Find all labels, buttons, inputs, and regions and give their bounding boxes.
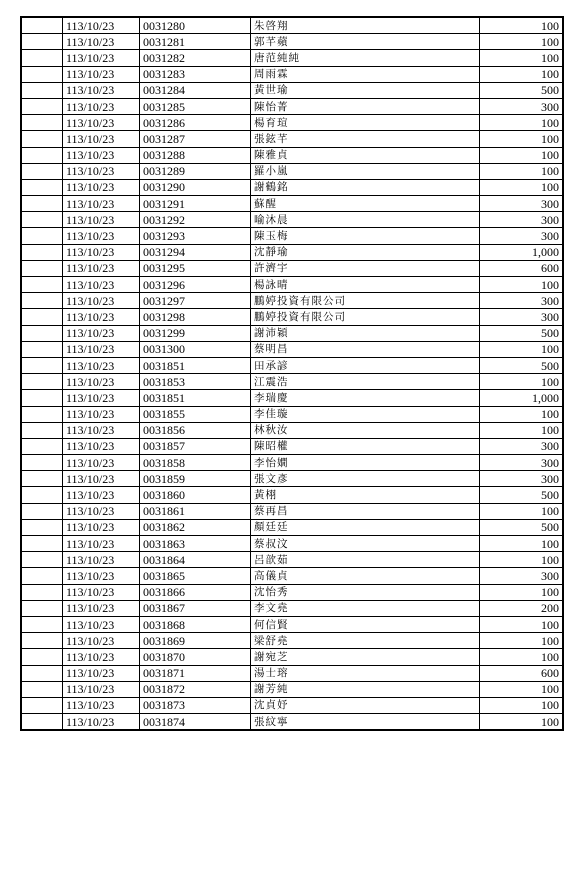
table-row — [21, 357, 563, 373]
donor-name-cell: 顏廷廷 — [251, 519, 480, 535]
date-cell: 113/10/23 — [63, 244, 140, 260]
date-cell: 113/10/23 — [63, 325, 140, 341]
donor-name-cell: 湯士瑢 — [251, 665, 480, 681]
amount-cell: 500 — [480, 519, 564, 535]
receipt-number-cell: 0031291 — [140, 196, 251, 212]
row-blank-cell — [21, 536, 63, 552]
donor-name-cell: 李怡嫺 — [251, 455, 480, 471]
table-row — [21, 584, 563, 600]
donor-name-cell: 陳怡菁 — [251, 98, 480, 114]
date-cell: 113/10/23 — [63, 681, 140, 697]
date-cell: 113/10/23 — [63, 714, 140, 731]
amount-cell: 600 — [480, 260, 564, 276]
row-blank-cell — [21, 438, 63, 454]
table-row — [21, 309, 563, 325]
amount-cell: 100 — [480, 374, 564, 390]
amount-cell: 200 — [480, 600, 564, 616]
amount-cell: 100 — [480, 552, 564, 568]
donor-name-cell: 張紋寧 — [251, 714, 480, 731]
date-cell: 113/10/23 — [63, 633, 140, 649]
row-blank-cell — [21, 633, 63, 649]
donor-name-cell: 謝宛芝 — [251, 649, 480, 665]
amount-cell: 100 — [480, 50, 564, 66]
receipt-number-cell: 0031865 — [140, 568, 251, 584]
amount-cell: 300 — [480, 471, 564, 487]
table-row — [21, 325, 563, 341]
row-blank-cell — [21, 471, 63, 487]
date-cell: 113/10/23 — [63, 163, 140, 179]
amount-cell: 300 — [480, 438, 564, 454]
table-row — [21, 390, 563, 406]
row-blank-cell — [21, 50, 63, 66]
amount-cell: 100 — [480, 422, 564, 438]
receipt-number-cell: 0031287 — [140, 131, 251, 147]
amount-cell: 100 — [480, 131, 564, 147]
table-row — [21, 50, 563, 66]
row-blank-cell — [21, 503, 63, 519]
donor-name-cell: 林秋汝 — [251, 422, 480, 438]
donor-name-cell: 沈貞妤 — [251, 697, 480, 713]
receipt-number-cell: 0031282 — [140, 50, 251, 66]
amount-cell: 600 — [480, 665, 564, 681]
date-cell: 113/10/23 — [63, 697, 140, 713]
date-cell: 113/10/23 — [63, 438, 140, 454]
row-blank-cell — [21, 131, 63, 147]
row-blank-cell — [21, 341, 63, 357]
receipt-number-cell: 0031285 — [140, 98, 251, 114]
table-row — [21, 212, 563, 228]
receipt-number-cell: 0031300 — [140, 341, 251, 357]
date-cell: 113/10/23 — [63, 471, 140, 487]
date-cell: 113/10/23 — [63, 147, 140, 163]
row-blank-cell — [21, 34, 63, 50]
amount-cell: 100 — [480, 681, 564, 697]
date-cell: 113/10/23 — [63, 649, 140, 665]
amount-cell: 100 — [480, 17, 564, 34]
receipt-number-cell: 0031295 — [140, 260, 251, 276]
amount-cell: 500 — [480, 325, 564, 341]
donor-name-cell: 陳玉梅 — [251, 228, 480, 244]
date-cell: 113/10/23 — [63, 66, 140, 82]
amount-cell: 300 — [480, 455, 564, 471]
table-row — [21, 600, 563, 616]
table-row — [21, 422, 563, 438]
row-blank-cell — [21, 552, 63, 568]
amount-cell: 300 — [480, 568, 564, 584]
table-row — [21, 487, 563, 503]
table-row — [21, 633, 563, 649]
row-blank-cell — [21, 260, 63, 276]
row-blank-cell — [21, 487, 63, 503]
donor-name-cell: 呂歆茹 — [251, 552, 480, 568]
date-cell: 113/10/23 — [63, 260, 140, 276]
date-cell: 113/10/23 — [63, 568, 140, 584]
receipt-number-cell: 0031863 — [140, 536, 251, 552]
table-row — [21, 438, 563, 454]
table-row — [21, 147, 563, 163]
amount-cell: 100 — [480, 147, 564, 163]
row-blank-cell — [21, 115, 63, 131]
receipt-number-cell: 0031290 — [140, 179, 251, 195]
row-blank-cell — [21, 568, 63, 584]
date-cell: 113/10/23 — [63, 406, 140, 422]
row-blank-cell — [21, 293, 63, 309]
receipt-number-cell: 0031871 — [140, 665, 251, 681]
date-cell: 113/10/23 — [63, 600, 140, 616]
table-row — [21, 455, 563, 471]
table-row — [21, 536, 563, 552]
donor-name-cell: 郭芊蘋 — [251, 34, 480, 50]
donor-name-cell: 梁舒堯 — [251, 633, 480, 649]
date-cell: 113/10/23 — [63, 98, 140, 114]
amount-cell: 100 — [480, 406, 564, 422]
receipt-number-cell: 0031861 — [140, 503, 251, 519]
row-blank-cell — [21, 17, 63, 34]
amount-cell: 100 — [480, 503, 564, 519]
receipt-number-cell: 0031862 — [140, 519, 251, 535]
date-cell: 113/10/23 — [63, 34, 140, 50]
donor-name-cell: 田承諺 — [251, 357, 480, 373]
amount-cell: 1,000 — [480, 244, 564, 260]
receipt-number-cell: 0031856 — [140, 422, 251, 438]
date-cell: 113/10/23 — [63, 277, 140, 293]
amount-cell: 500 — [480, 357, 564, 373]
row-blank-cell — [21, 665, 63, 681]
table-row — [21, 163, 563, 179]
receipt-number-cell: 0031868 — [140, 616, 251, 632]
donor-name-cell: 張文彥 — [251, 471, 480, 487]
amount-cell: 1,000 — [480, 390, 564, 406]
row-blank-cell — [21, 82, 63, 98]
donor-name-cell: 羅小嵐 — [251, 163, 480, 179]
row-blank-cell — [21, 406, 63, 422]
donor-name-cell: 許濟宇 — [251, 260, 480, 276]
receipt-number-cell: 0031851 — [140, 357, 251, 373]
receipt-number-cell: 0031853 — [140, 374, 251, 390]
donor-name-cell: 李文堯 — [251, 600, 480, 616]
receipt-number-cell: 0031867 — [140, 600, 251, 616]
row-blank-cell — [21, 196, 63, 212]
table-row — [21, 293, 563, 309]
row-blank-cell — [21, 66, 63, 82]
donor-name-cell: 沈怡秀 — [251, 584, 480, 600]
receipt-number-cell: 0031866 — [140, 584, 251, 600]
table-row — [21, 714, 563, 731]
table-row — [21, 228, 563, 244]
row-blank-cell — [21, 244, 63, 260]
amount-cell: 100 — [480, 633, 564, 649]
row-blank-cell — [21, 179, 63, 195]
row-blank-cell — [21, 228, 63, 244]
row-blank-cell — [21, 584, 63, 600]
date-cell: 113/10/23 — [63, 82, 140, 98]
donor-name-cell: 謝芳純 — [251, 681, 480, 697]
receipt-number-cell: 0031289 — [140, 163, 251, 179]
date-cell: 113/10/23 — [63, 179, 140, 195]
donor-name-cell: 黃栩 — [251, 487, 480, 503]
amount-cell: 100 — [480, 584, 564, 600]
table-row — [21, 244, 563, 260]
row-blank-cell — [21, 163, 63, 179]
row-blank-cell — [21, 600, 63, 616]
donor-name-cell: 黃世瑜 — [251, 82, 480, 98]
row-blank-cell — [21, 277, 63, 293]
receipt-number-cell: 0031870 — [140, 649, 251, 665]
donor-name-cell: 楊育瑄 — [251, 115, 480, 131]
date-cell: 113/10/23 — [63, 503, 140, 519]
date-cell: 113/10/23 — [63, 228, 140, 244]
receipt-number-cell: 0031874 — [140, 714, 251, 731]
receipt-number-cell: 0031283 — [140, 66, 251, 82]
donor-name-cell: 李佳璇 — [251, 406, 480, 422]
ledger-body — [21, 17, 563, 730]
date-cell: 113/10/23 — [63, 131, 140, 147]
donor-name-cell: 蔡叔汶 — [251, 536, 480, 552]
amount-cell: 100 — [480, 66, 564, 82]
row-blank-cell — [21, 455, 63, 471]
row-blank-cell — [21, 714, 63, 731]
date-cell: 113/10/23 — [63, 17, 140, 34]
date-cell: 113/10/23 — [63, 212, 140, 228]
amount-cell: 100 — [480, 341, 564, 357]
table-row — [21, 98, 563, 114]
donor-name-cell: 鵬婷投資有限公司 — [251, 293, 480, 309]
amount-cell: 100 — [480, 115, 564, 131]
donor-name-cell: 江震浩 — [251, 374, 480, 390]
receipt-number-cell: 0031284 — [140, 82, 251, 98]
row-blank-cell — [21, 325, 63, 341]
table-row — [21, 649, 563, 665]
donor-name-cell: 陳昭權 — [251, 438, 480, 454]
row-blank-cell — [21, 357, 63, 373]
row-blank-cell — [21, 147, 63, 163]
donor-name-cell: 李瑞慶 — [251, 390, 480, 406]
amount-cell: 500 — [480, 82, 564, 98]
table-row — [21, 471, 563, 487]
table-row — [21, 277, 563, 293]
date-cell: 113/10/23 — [63, 309, 140, 325]
receipt-number-cell: 0031293 — [140, 228, 251, 244]
date-cell: 113/10/23 — [63, 487, 140, 503]
table-row — [21, 17, 563, 34]
receipt-number-cell: 0031860 — [140, 487, 251, 503]
receipt-number-cell: 0031855 — [140, 406, 251, 422]
receipt-number-cell: 0031851 — [140, 390, 251, 406]
date-cell: 113/10/23 — [63, 422, 140, 438]
row-blank-cell — [21, 390, 63, 406]
row-blank-cell — [21, 309, 63, 325]
receipt-number-cell: 0031873 — [140, 697, 251, 713]
row-blank-cell — [21, 616, 63, 632]
table-row — [21, 616, 563, 632]
date-cell: 113/10/23 — [63, 115, 140, 131]
table-row — [21, 341, 563, 357]
table-row — [21, 503, 563, 519]
date-cell: 113/10/23 — [63, 293, 140, 309]
receipt-number-cell: 0031288 — [140, 147, 251, 163]
table-row — [21, 681, 563, 697]
amount-cell: 100 — [480, 616, 564, 632]
receipt-number-cell: 0031858 — [140, 455, 251, 471]
receipt-number-cell: 0031286 — [140, 115, 251, 131]
table-row — [21, 34, 563, 50]
donation-ledger-table — [20, 16, 564, 731]
date-cell: 113/10/23 — [63, 584, 140, 600]
row-blank-cell — [21, 649, 63, 665]
date-cell: 113/10/23 — [63, 374, 140, 390]
receipt-number-cell: 0031859 — [140, 471, 251, 487]
table-row — [21, 568, 563, 584]
amount-cell: 100 — [480, 697, 564, 713]
receipt-number-cell: 0031869 — [140, 633, 251, 649]
table-row — [21, 196, 563, 212]
table-row — [21, 260, 563, 276]
donor-name-cell: 張鉉芊 — [251, 131, 480, 147]
table-row — [21, 82, 563, 98]
amount-cell: 300 — [480, 98, 564, 114]
date-cell: 113/10/23 — [63, 616, 140, 632]
amount-cell: 300 — [480, 309, 564, 325]
table-row — [21, 115, 563, 131]
row-blank-cell — [21, 697, 63, 713]
amount-cell: 100 — [480, 179, 564, 195]
amount-cell: 100 — [480, 34, 564, 50]
receipt-number-cell: 0031857 — [140, 438, 251, 454]
amount-cell: 300 — [480, 228, 564, 244]
receipt-number-cell: 0031297 — [140, 293, 251, 309]
table-row — [21, 665, 563, 681]
receipt-number-cell: 0031298 — [140, 309, 251, 325]
receipt-number-cell: 0031296 — [140, 277, 251, 293]
table-row — [21, 66, 563, 82]
row-blank-cell — [21, 519, 63, 535]
donor-name-cell: 謝鶴銘 — [251, 179, 480, 195]
receipt-number-cell: 0031280 — [140, 17, 251, 34]
table-row — [21, 374, 563, 390]
row-blank-cell — [21, 422, 63, 438]
receipt-number-cell: 0031294 — [140, 244, 251, 260]
receipt-number-cell: 0031292 — [140, 212, 251, 228]
amount-cell: 100 — [480, 277, 564, 293]
donor-name-cell: 朱啓翔 — [251, 17, 480, 34]
table-row — [21, 406, 563, 422]
receipt-number-cell: 0031872 — [140, 681, 251, 697]
amount-cell: 100 — [480, 714, 564, 731]
table-row — [21, 697, 563, 713]
donor-name-cell: 周雨霖 — [251, 66, 480, 82]
table-row — [21, 552, 563, 568]
row-blank-cell — [21, 374, 63, 390]
donor-name-cell: 謝沛穎 — [251, 325, 480, 341]
amount-cell: 300 — [480, 212, 564, 228]
date-cell: 113/10/23 — [63, 357, 140, 373]
donor-name-cell: 陳雅貞 — [251, 147, 480, 163]
date-cell: 113/10/23 — [63, 665, 140, 681]
donor-name-cell: 高儀貞 — [251, 568, 480, 584]
donor-name-cell: 鵬婷投資有限公司 — [251, 309, 480, 325]
receipt-number-cell: 0031299 — [140, 325, 251, 341]
row-blank-cell — [21, 212, 63, 228]
donor-name-cell: 喻沐晨 — [251, 212, 480, 228]
table-row — [21, 179, 563, 195]
row-blank-cell — [21, 681, 63, 697]
donor-name-cell: 蔡明昌 — [251, 341, 480, 357]
date-cell: 113/10/23 — [63, 519, 140, 535]
donor-name-cell: 蔡再昌 — [251, 503, 480, 519]
donor-name-cell: 楊詠晴 — [251, 277, 480, 293]
amount-cell: 100 — [480, 536, 564, 552]
amount-cell: 100 — [480, 163, 564, 179]
date-cell: 113/10/23 — [63, 536, 140, 552]
date-cell: 113/10/23 — [63, 50, 140, 66]
amount-cell: 100 — [480, 649, 564, 665]
date-cell: 113/10/23 — [63, 341, 140, 357]
donor-name-cell: 唐范純純 — [251, 50, 480, 66]
amount-cell: 300 — [480, 293, 564, 309]
row-blank-cell — [21, 98, 63, 114]
donor-name-cell: 蘇醒 — [251, 196, 480, 212]
date-cell: 113/10/23 — [63, 552, 140, 568]
date-cell: 113/10/23 — [63, 455, 140, 471]
receipt-number-cell: 0031281 — [140, 34, 251, 50]
donor-name-cell: 何信賢 — [251, 616, 480, 632]
table-row — [21, 131, 563, 147]
amount-cell: 500 — [480, 487, 564, 503]
date-cell: 113/10/23 — [63, 196, 140, 212]
receipt-number-cell: 0031864 — [140, 552, 251, 568]
date-cell: 113/10/23 — [63, 390, 140, 406]
amount-cell: 300 — [480, 196, 564, 212]
table-row — [21, 519, 563, 535]
donor-name-cell: 沈靜瑜 — [251, 244, 480, 260]
